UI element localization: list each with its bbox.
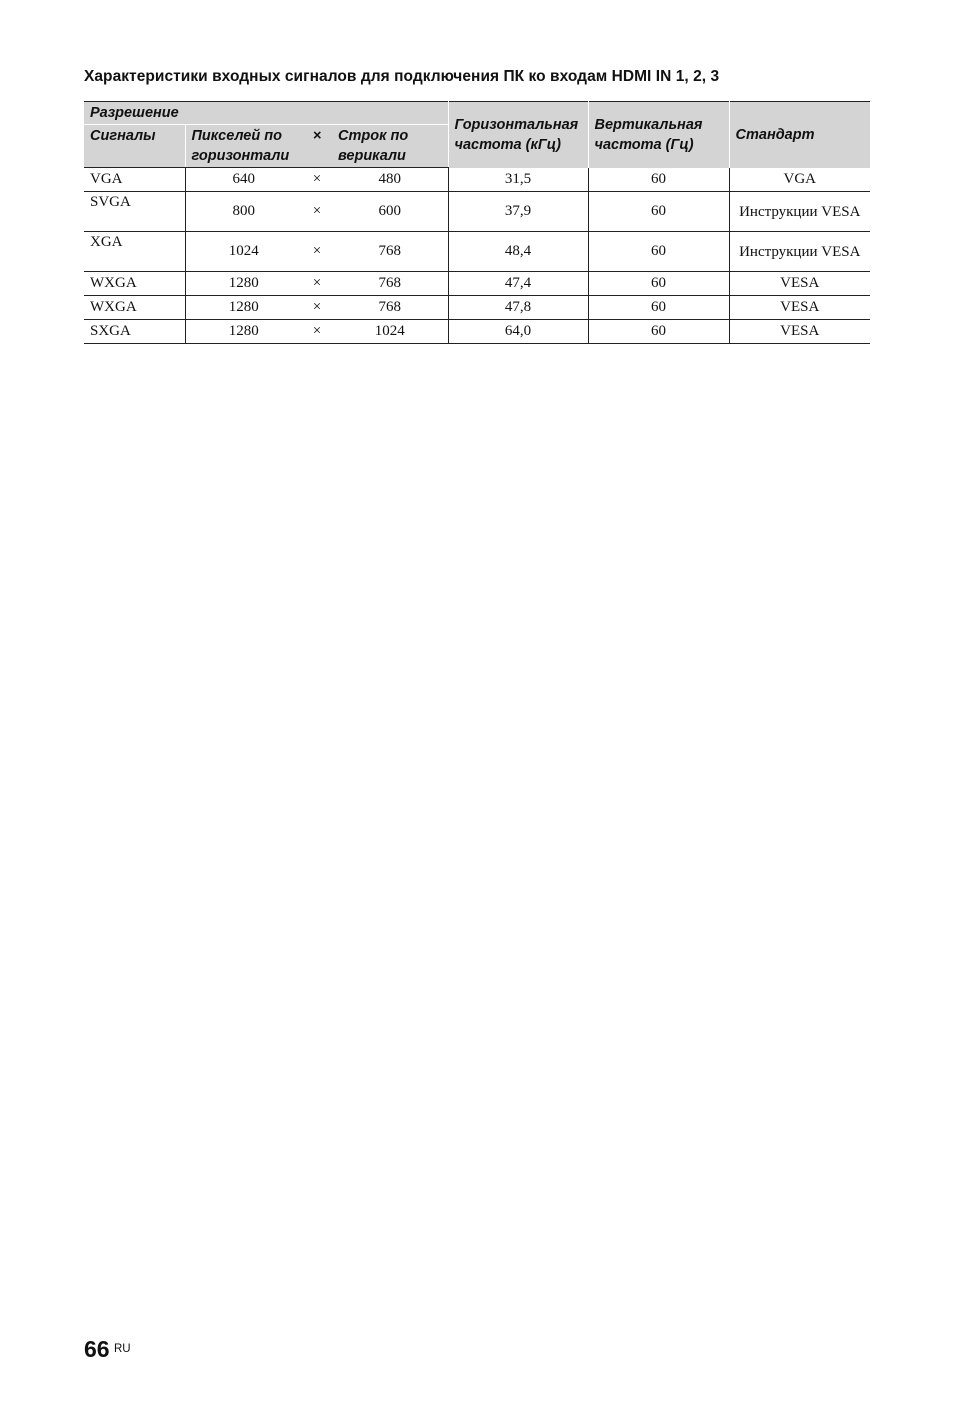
cross-cell: × xyxy=(302,296,332,320)
page-number: 66 xyxy=(84,1336,110,1362)
pixels-cell: 1280 xyxy=(185,296,302,320)
vfreq-cell: 60 xyxy=(588,192,729,232)
lines-cell: 600 xyxy=(332,192,448,232)
table-row xyxy=(84,168,870,192)
cross-cell: × xyxy=(302,192,332,232)
language-code: RU xyxy=(114,1343,131,1355)
vfreq-cell: 60 xyxy=(588,168,729,192)
resolution-group-header: Разрешение xyxy=(84,102,448,125)
standard-cell: VGA xyxy=(729,168,870,192)
standard-header: Стандарт xyxy=(729,102,870,168)
signal-cell: SXGA xyxy=(84,320,185,344)
cross-cell: × xyxy=(302,232,332,272)
vfreq-header: Вертикальная частота (Гц) xyxy=(588,102,729,168)
signal-cell: WXGA xyxy=(84,296,185,320)
standard-cell: Инструкции VESA xyxy=(729,192,870,232)
lines-cell: 768 xyxy=(332,296,448,320)
cross-cell: × xyxy=(302,272,332,296)
table-row xyxy=(84,272,870,296)
pixels-cell: 1280 xyxy=(185,320,302,344)
pixels-cell: 640 xyxy=(185,168,302,192)
standard-cell: VESA xyxy=(729,320,870,344)
standard-cell: Инструкции VESA xyxy=(729,232,870,272)
lines-cell: 1024 xyxy=(332,320,448,344)
signal-cell: WXGA xyxy=(84,272,185,296)
lines-cell: 768 xyxy=(332,272,448,296)
pixels-cell: 1024 xyxy=(185,232,302,272)
vfreq-cell: 60 xyxy=(588,296,729,320)
lines-header: Строк по верикали xyxy=(332,125,448,168)
hfreq-cell: 48,4 xyxy=(448,232,588,272)
hfreq-header: Горизонтальная частота (кГц) xyxy=(448,102,588,168)
pc-signal-table xyxy=(84,101,870,344)
hfreq-cell: 31,5 xyxy=(448,168,588,192)
lines-cell: 480 xyxy=(332,168,448,192)
pixels-header: Пикселей по горизонтали xyxy=(185,125,302,168)
table-row xyxy=(84,232,870,272)
hfreq-cell: 47,8 xyxy=(448,296,588,320)
vfreq-cell: 60 xyxy=(588,272,729,296)
cross-header: × xyxy=(302,125,332,168)
cross-cell: × xyxy=(302,168,332,192)
vfreq-cell: 60 xyxy=(588,232,729,272)
signal-cell: SVGA xyxy=(84,192,185,232)
table-row xyxy=(84,192,870,232)
vfreq-cell: 60 xyxy=(588,320,729,344)
table-row xyxy=(84,296,870,320)
hfreq-cell: 64,0 xyxy=(448,320,588,344)
signal-cell: XGA xyxy=(84,232,185,272)
table-header-row xyxy=(84,102,870,125)
section-title: Характеристики входных сигналов для подключения ПК ко входам HDMI IN 1, 2, 3 xyxy=(84,68,720,85)
pixels-cell: 1280 xyxy=(185,272,302,296)
table-row xyxy=(84,320,870,344)
standard-cell: VESA xyxy=(729,272,870,296)
standard-cell: VESA xyxy=(729,296,870,320)
hfreq-cell: 37,9 xyxy=(448,192,588,232)
signals-header: Сигналы xyxy=(84,125,185,168)
signal-cell: VGA xyxy=(84,168,185,192)
cross-cell: × xyxy=(302,320,332,344)
pixels-cell: 800 xyxy=(185,192,302,232)
hfreq-cell: 47,4 xyxy=(448,272,588,296)
lines-cell: 768 xyxy=(332,232,448,272)
